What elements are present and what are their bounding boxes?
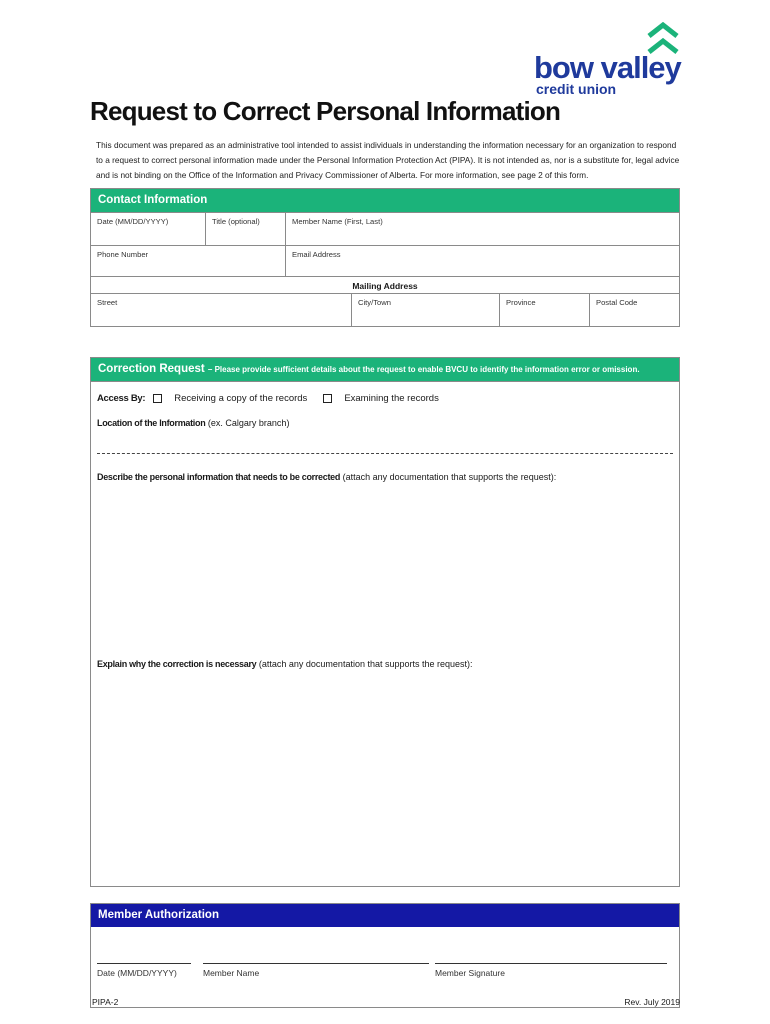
title-field[interactable]: Title (optional) [205, 213, 285, 245]
correction-title: Correction Request [98, 363, 205, 375]
member-name-field[interactable]: Member Name (First, Last) [285, 213, 679, 245]
email-field[interactable]: Email Address [285, 246, 679, 276]
form-code: PIPA-2 [92, 997, 119, 1007]
explain-textarea[interactable] [97, 675, 673, 875]
location-label: Location of the Information [97, 418, 206, 428]
logo-brand: bow valley [534, 50, 681, 85]
province-field[interactable]: Province [499, 294, 589, 326]
explain-hint: (attach any documentation that supports the request): [258, 659, 473, 669]
city-field[interactable]: City/Town [351, 294, 499, 326]
authorization-section [90, 903, 680, 1008]
logo-sub: credit union [536, 81, 617, 97]
location-row [97, 418, 289, 428]
access-by-row [97, 393, 447, 404]
receiving-copy-label: Receiving a copy of the records [174, 393, 308, 404]
describe-hint: (attach any documentation that supports the request): [342, 472, 557, 482]
explain-label: Explain why the correction is necessary [97, 659, 257, 669]
mailing-address-heading: Mailing Address [91, 276, 679, 293]
location-hint: (ex. Calgary branch) [207, 418, 290, 428]
explain-row [97, 659, 473, 669]
contact-header: Contact Information [91, 189, 679, 212]
auth-name-label: Member Name [203, 968, 260, 978]
examining-records-checkbox[interactable] [323, 394, 332, 403]
location-input-line[interactable] [97, 453, 673, 454]
receiving-copy-checkbox[interactable] [153, 394, 162, 403]
describe-textarea[interactable] [97, 488, 673, 668]
auth-date-label: Date (MM/DD/YYYY) [97, 968, 177, 978]
auth-signature-label: Member Signature [435, 968, 505, 978]
street-field[interactable]: Street [97, 298, 118, 307]
bow-valley-logo [534, 22, 682, 98]
intro-paragraph: This document was prepared as an administrative tool intended to assist individuals in understanding the information necessary for an organization to respond to a request to correct personal information made under the Personal Information Protection Act (PIPA). It is not intended as, nor is a substitute for, legal advice and is not binding on the Office of the Information and Privacy Commissioner of Alberta. For more information, see page 2 of this form. [96, 140, 680, 180]
describe-row [97, 472, 556, 482]
authorization-header: Member Authorization [91, 904, 679, 927]
describe-label: Describe the personal information that needs to be corrected [97, 472, 341, 482]
access-by-label: Access By: [97, 393, 146, 404]
phone-field[interactable]: Phone Number [97, 250, 149, 259]
correction-subtitle: – Please provide sufficient details about the request to enable BVCU to identify the information error or omission. [207, 365, 640, 374]
auth-member-name[interactable] [203, 963, 429, 978]
page-title: Request to Correct Personal Information [90, 96, 561, 126]
correction-header [91, 358, 679, 381]
date-field[interactable]: Date (MM/DD/YYYY) [97, 217, 169, 226]
postal-code-field[interactable]: Postal Code [589, 294, 679, 326]
contact-section [90, 188, 680, 327]
examining-records-label: Examining the records [344, 393, 439, 404]
revision-date: Rev. July 2019 [624, 997, 680, 1007]
auth-date[interactable] [97, 963, 191, 978]
correction-section [90, 357, 680, 887]
auth-signature[interactable] [435, 963, 667, 978]
